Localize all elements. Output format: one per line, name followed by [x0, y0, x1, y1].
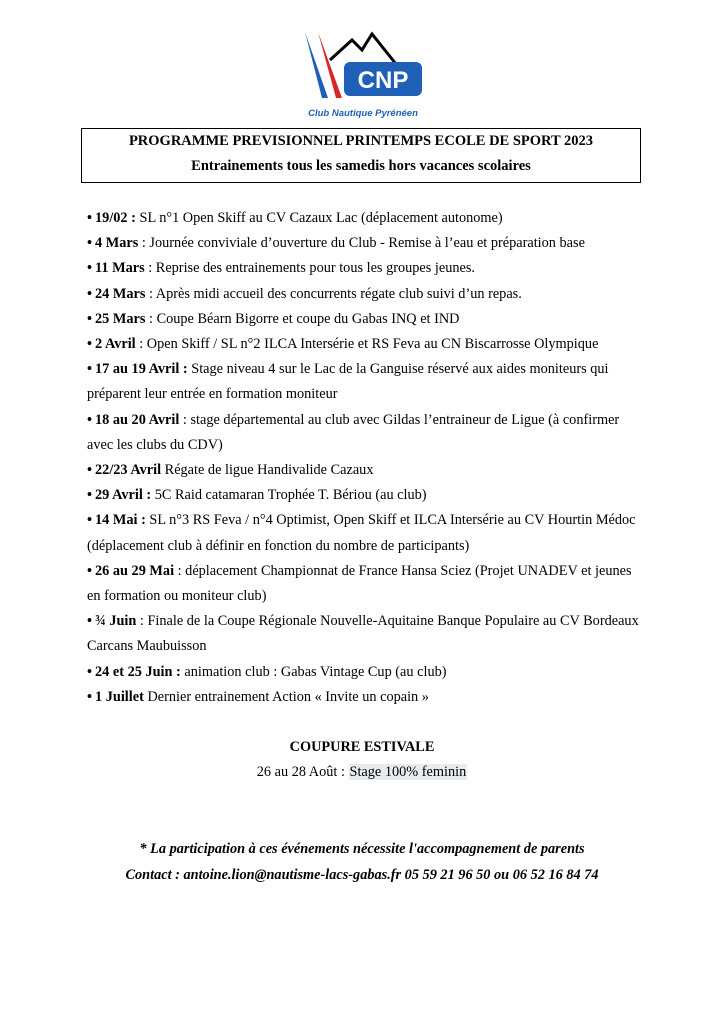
bullet: •: [87, 512, 93, 529]
event-item: [87, 231, 647, 256]
bullet: •: [87, 562, 93, 579]
event-item: [87, 458, 647, 483]
event-date: ¾ Juin: [95, 613, 137, 630]
event-date: 25 Mars: [95, 310, 146, 327]
logo-mountain: [330, 34, 396, 64]
event-item: [87, 307, 647, 332]
event-item: [87, 660, 647, 685]
event-item: [87, 282, 647, 307]
event-text: Régate de ligue Handivalide Cazaux: [161, 462, 374, 479]
participation-note: * La participation à ces événements nécessite l'accompagnement de parents: [139, 841, 585, 857]
logo-text: CNP: [357, 67, 409, 94]
event-date: 29 Avril :: [95, 487, 152, 504]
footer-notes: [0, 836, 724, 888]
bullet: •: [87, 285, 93, 302]
event-item: [87, 332, 647, 357]
bullet: •: [87, 260, 93, 277]
event-list: [87, 206, 647, 710]
event-item: [87, 408, 647, 458]
event-date: 24 et 25 Juin :: [95, 663, 181, 680]
event-item: [87, 206, 647, 231]
event-date: 22/23 Avril: [95, 462, 162, 479]
event-text: : Reprise des entrainements pour tous les groupes jeunes.: [144, 260, 475, 277]
bullet: •: [87, 310, 93, 327]
event-date: 11 Mars: [95, 260, 145, 277]
event-date: 26 au 29 Mai: [95, 562, 175, 579]
event-item: [87, 357, 647, 407]
event-date: 18 au 20 Avril: [95, 411, 180, 428]
event-text: Dernier entrainement Action « Invite un copain »: [143, 688, 429, 705]
event-text: SL n°1 Open Skiff au CV Cazaux Lac (déplacement autonome): [135, 210, 503, 226]
bullet: •: [87, 411, 93, 428]
bullet: •: [87, 361, 93, 378]
program-subtitle: Entrainements tous les samedis hors vacances scolaires: [191, 158, 531, 174]
event-text: animation club : Gabas Vintage Cup (au club): [180, 663, 447, 680]
event-text: : Après midi accueil des concurrents régate club suivi d’un repas.: [145, 285, 522, 302]
event-text: : déplacement Championnat de France Hansa Sciez (Projet UNADEV et jeunes en formation ou moniteur club): [87, 562, 632, 605]
bullet: •: [87, 487, 93, 504]
event-date: 17 au 19 Avril :: [95, 361, 188, 378]
title-box: [81, 128, 641, 183]
event-date: 19/02 :: [95, 210, 136, 226]
event-text: : Open Skiff / SL n°2 ILCA Intersérie et RS Feva au CN Biscarrosse Olympique: [135, 336, 599, 353]
event-item: [87, 609, 647, 659]
bullet: •: [87, 210, 93, 226]
event-date: 4 Mars: [95, 235, 139, 252]
bullet: •: [87, 336, 93, 353]
event-date: 24 Mars: [95, 285, 146, 302]
event-date: 2 Avril: [95, 336, 136, 353]
program-title: PROGRAMME PREVISIONNEL PRINTEMPS ECOLE DE SPORT 2023: [128, 133, 594, 149]
event-item: [87, 559, 647, 609]
summer-break-heading: COUPURE ESTIVALE: [289, 739, 435, 755]
event-date: 1 Juillet: [95, 688, 144, 705]
event-text: SL n°3 RS Feva / n°4 Optimist, Open Skiff et ILCA Intersérie au CV Hourtin Médoc (déplacement club à définir en fonction du nombre de participants): [87, 512, 636, 554]
bullet: •: [87, 613, 93, 630]
event-text: : Finale de la Coupe Régionale Nouvelle-Aquitaine Banque Populaire au CV Bordeaux Carcans Maubuisson: [87, 613, 639, 655]
bullet: •: [87, 462, 93, 479]
bullet: •: [87, 663, 93, 680]
event-text: : Coupe Béarn Bigorre et coupe du Gabas INQ et IND: [145, 310, 460, 327]
summer-dates: 26 au 28 Août :: [256, 764, 349, 780]
event-text: : Journée conviviale d’ouverture du Club - Remise à l’eau et préparation base: [138, 235, 585, 252]
event-text: : stage départemental au club avec Gildas l’entraineur de Ligue (à confirmer avec les clubs du CDV): [87, 411, 620, 453]
bullet: •: [87, 688, 93, 705]
event-text: Stage niveau 4 sur le Lac de la Ganguise réservé aux aides moniteurs qui préparent leur entrée en formation moniteur: [87, 361, 609, 403]
bullet: •: [87, 235, 93, 252]
summer-event: Stage 100% feminin: [349, 764, 467, 780]
logo-sail-blue: [305, 32, 328, 98]
contact-line: Contact : antoine.lion@nautisme-lacs-gabas.fr 05 59 21 96 50 ou 06 52 16 84 74: [125, 867, 599, 883]
summer-break-line: [0, 762, 724, 782]
summer-break-section: [0, 737, 724, 782]
event-item: [87, 256, 647, 281]
event-item: [87, 685, 647, 710]
logo-subtitle: Club Nautique Pyrénéen: [308, 108, 418, 119]
club-logo: [300, 30, 426, 122]
event-date: 14 Mai :: [95, 512, 146, 529]
event-item: [87, 508, 647, 558]
event-item: [87, 483, 647, 508]
event-text: 5C Raid catamaran Trophée T. Bériou (au club): [151, 487, 427, 504]
